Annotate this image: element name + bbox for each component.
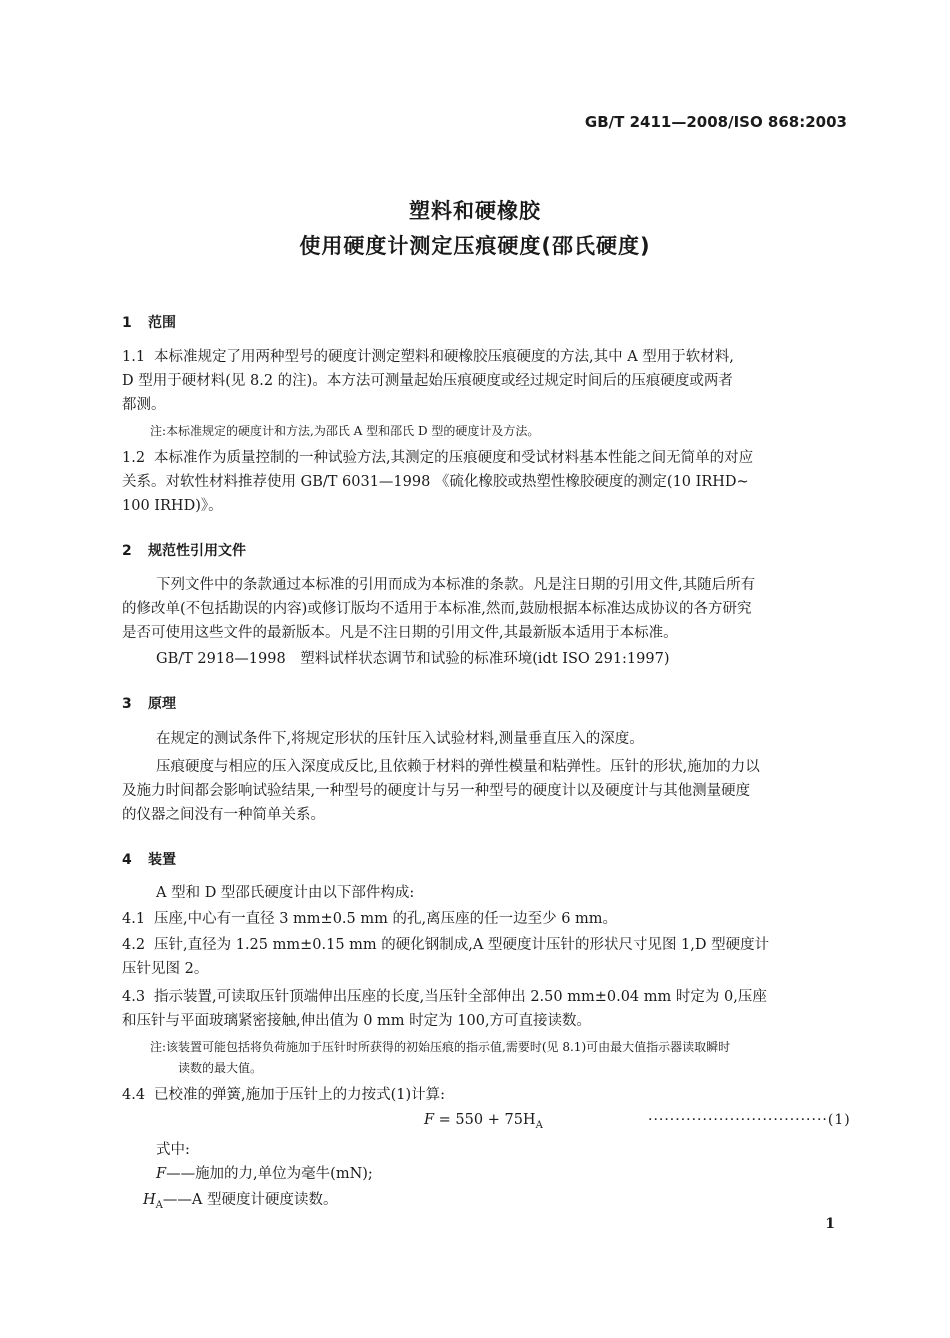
title-line-2: 使用硬度计测定压痕硬度(邵氏硬度) [299,234,651,258]
section-number: 2 [122,543,132,559]
para-4-2-line-1 [122,934,852,957]
para-4-3-line-1 [122,986,852,1009]
standard-code-header: GB/T 2411—2008/ISO 868:2003 [584,113,847,131]
formula-subscript: A [535,1119,543,1131]
clause-text: 已校准的弹簧,施加于压针上的力按式(1)计算: [154,1087,446,1103]
para-3-2-line-3: 的仪器之间没有一种简单关系。 [122,807,325,823]
section-number: 3 [122,696,132,712]
clause-text: 压针,直径为 1.25 mm±0.15 mm 的硬化钢制成,A 型硬度计压针的形状尺寸见图 1,D 型硬度计 [154,937,770,953]
para-2-line-1: 下列文件中的条款通过本标准的引用而成为本标准的条款。凡是注日期的引用文件,其随后所有 [156,577,756,593]
note-4-3-line-2: 读数的最大值。 [178,1061,263,1075]
formula-rhs: = 550 + 75H [434,1112,536,1128]
para-3-2-line-1: 压痕硬度与相应的压入深度成反比,且依赖于材料的弹性模量和粘弹性。压针的形状,施加的力以 [156,759,760,775]
para-4-intro: A 型和 D 型邵氏硬度计由以下部件构成: [156,885,415,901]
section-2-heading [122,540,246,560]
section-3-heading [122,693,176,713]
para-1-2-line-3: 100 IRHD)》。 [122,498,223,514]
symbol-h: H [143,1192,156,1208]
section-title: 规范性引用文件 [148,543,246,559]
formula-1 [424,1112,543,1131]
para-1-1-line-1 [122,346,852,369]
formula-number: ·································(1) [648,1112,851,1128]
para-1-1-line-3: 都测。 [122,397,166,413]
section-number: 4 [122,852,132,868]
clause-number: 4.2 [122,937,146,953]
para-2-line-2: 的修改单(不包括勘误的内容)或修订版均不适用于本标准,然而,鼓励根据本标准达成协议的各方研究 [122,601,752,617]
para-3-1: 在规定的测试条件下,将规定形状的压针压入试验材料,测量垂直压入的深度。 [156,731,644,747]
clause-text: 本标准作为质量控制的一种试验方法,其测定的压痕硬度和受试材料基本性能之间无简单的对应 [154,450,754,466]
clause-number: 4.1 [122,911,146,927]
where-label: 式中: [156,1142,190,1158]
clause-number: 4.4 [122,1087,146,1103]
para-1-2-line-2: 关系。对软性材料推荐使用 GB/T 6031—1998 《硫化橡胶或热塑性橡胶硬度的测定(10 IRHD~ [122,474,749,490]
clause-number: 4.3 [122,989,146,1005]
section-title: 范围 [148,315,176,331]
formula-lhs: F [424,1112,435,1128]
definition-text: ——施加的力,单位为毫牛(mN); [166,1166,373,1182]
clause-text: 本标准规定了用两种型号的硬度计测定塑料和硬橡胶压痕硬度的方法,其中 A 型用于软材料, [154,349,734,365]
symbol-f: F [156,1166,167,1182]
clause-number: 1.1 [122,349,146,365]
symbol-subscript: A [155,1199,163,1211]
para-4-1 [122,908,852,931]
para-2-line-3: 是否可使用这些文件的最新版本。凡是不注日期的引用文件,其最新版本适用于本标准。 [122,625,678,641]
para-1-2-line-1 [122,447,852,470]
note-4-3-line-1: 注:该装置可能包括将负荷施加于压针时所获得的初始压痕的指示值,需要时(见 8.1)可由最大值指示器读取瞬时 [150,1040,731,1054]
clause-text: 压座,中心有一直径 3 mm±0.5 mm 的孔,离压座的任一边至少 6 mm。 [154,911,618,927]
para-1-1-line-2: D 型用于硬材料(见 8.2 的注)。本方法可测量起始压痕硬度或经过规定时间后的压痕硬度或两者 [122,373,733,389]
section-number: 1 [122,315,132,331]
normative-reference: GB/T 2918—1998 塑料试样状态调节和试验的标准环境(idt ISO 291:1997) [156,651,670,667]
definition-ha [143,1188,337,1211]
definition-text: ——A 型硬度计硬度读数。 [162,1192,338,1208]
note-1-1: 注:本标准规定的硬度计和方法,为邵氏 A 型和邵氏 D 型的硬度计及方法。 [150,424,540,438]
definition-f [156,1162,373,1183]
clause-number: 1.2 [122,450,146,466]
para-4-3-line-2: 和压针与平面玻璃紧密接触,伸出值为 0 mm 时定为 100,方可直接读数。 [122,1013,592,1029]
title-line-1: 塑料和硬橡胶 [409,199,541,223]
section-4-heading [122,849,176,869]
para-3-2-line-2: 及施力时间都会影响试验结果,一种型号的硬度计与另一种型号的硬度计以及硬度计与其他测量硬度 [122,783,751,799]
para-4-2-line-2: 压针见图 2。 [122,961,209,977]
section-1-heading [122,312,176,332]
section-title: 原理 [148,696,176,712]
section-title: 装置 [148,852,176,868]
para-4-4 [122,1084,852,1107]
clause-text: 指示装置,可读取压针顶端伸出压座的长度,当压针全部伸出 2.50 mm±0.04 mm 时定为 0,压座 [154,989,767,1005]
page-number: 1 [825,1216,835,1232]
